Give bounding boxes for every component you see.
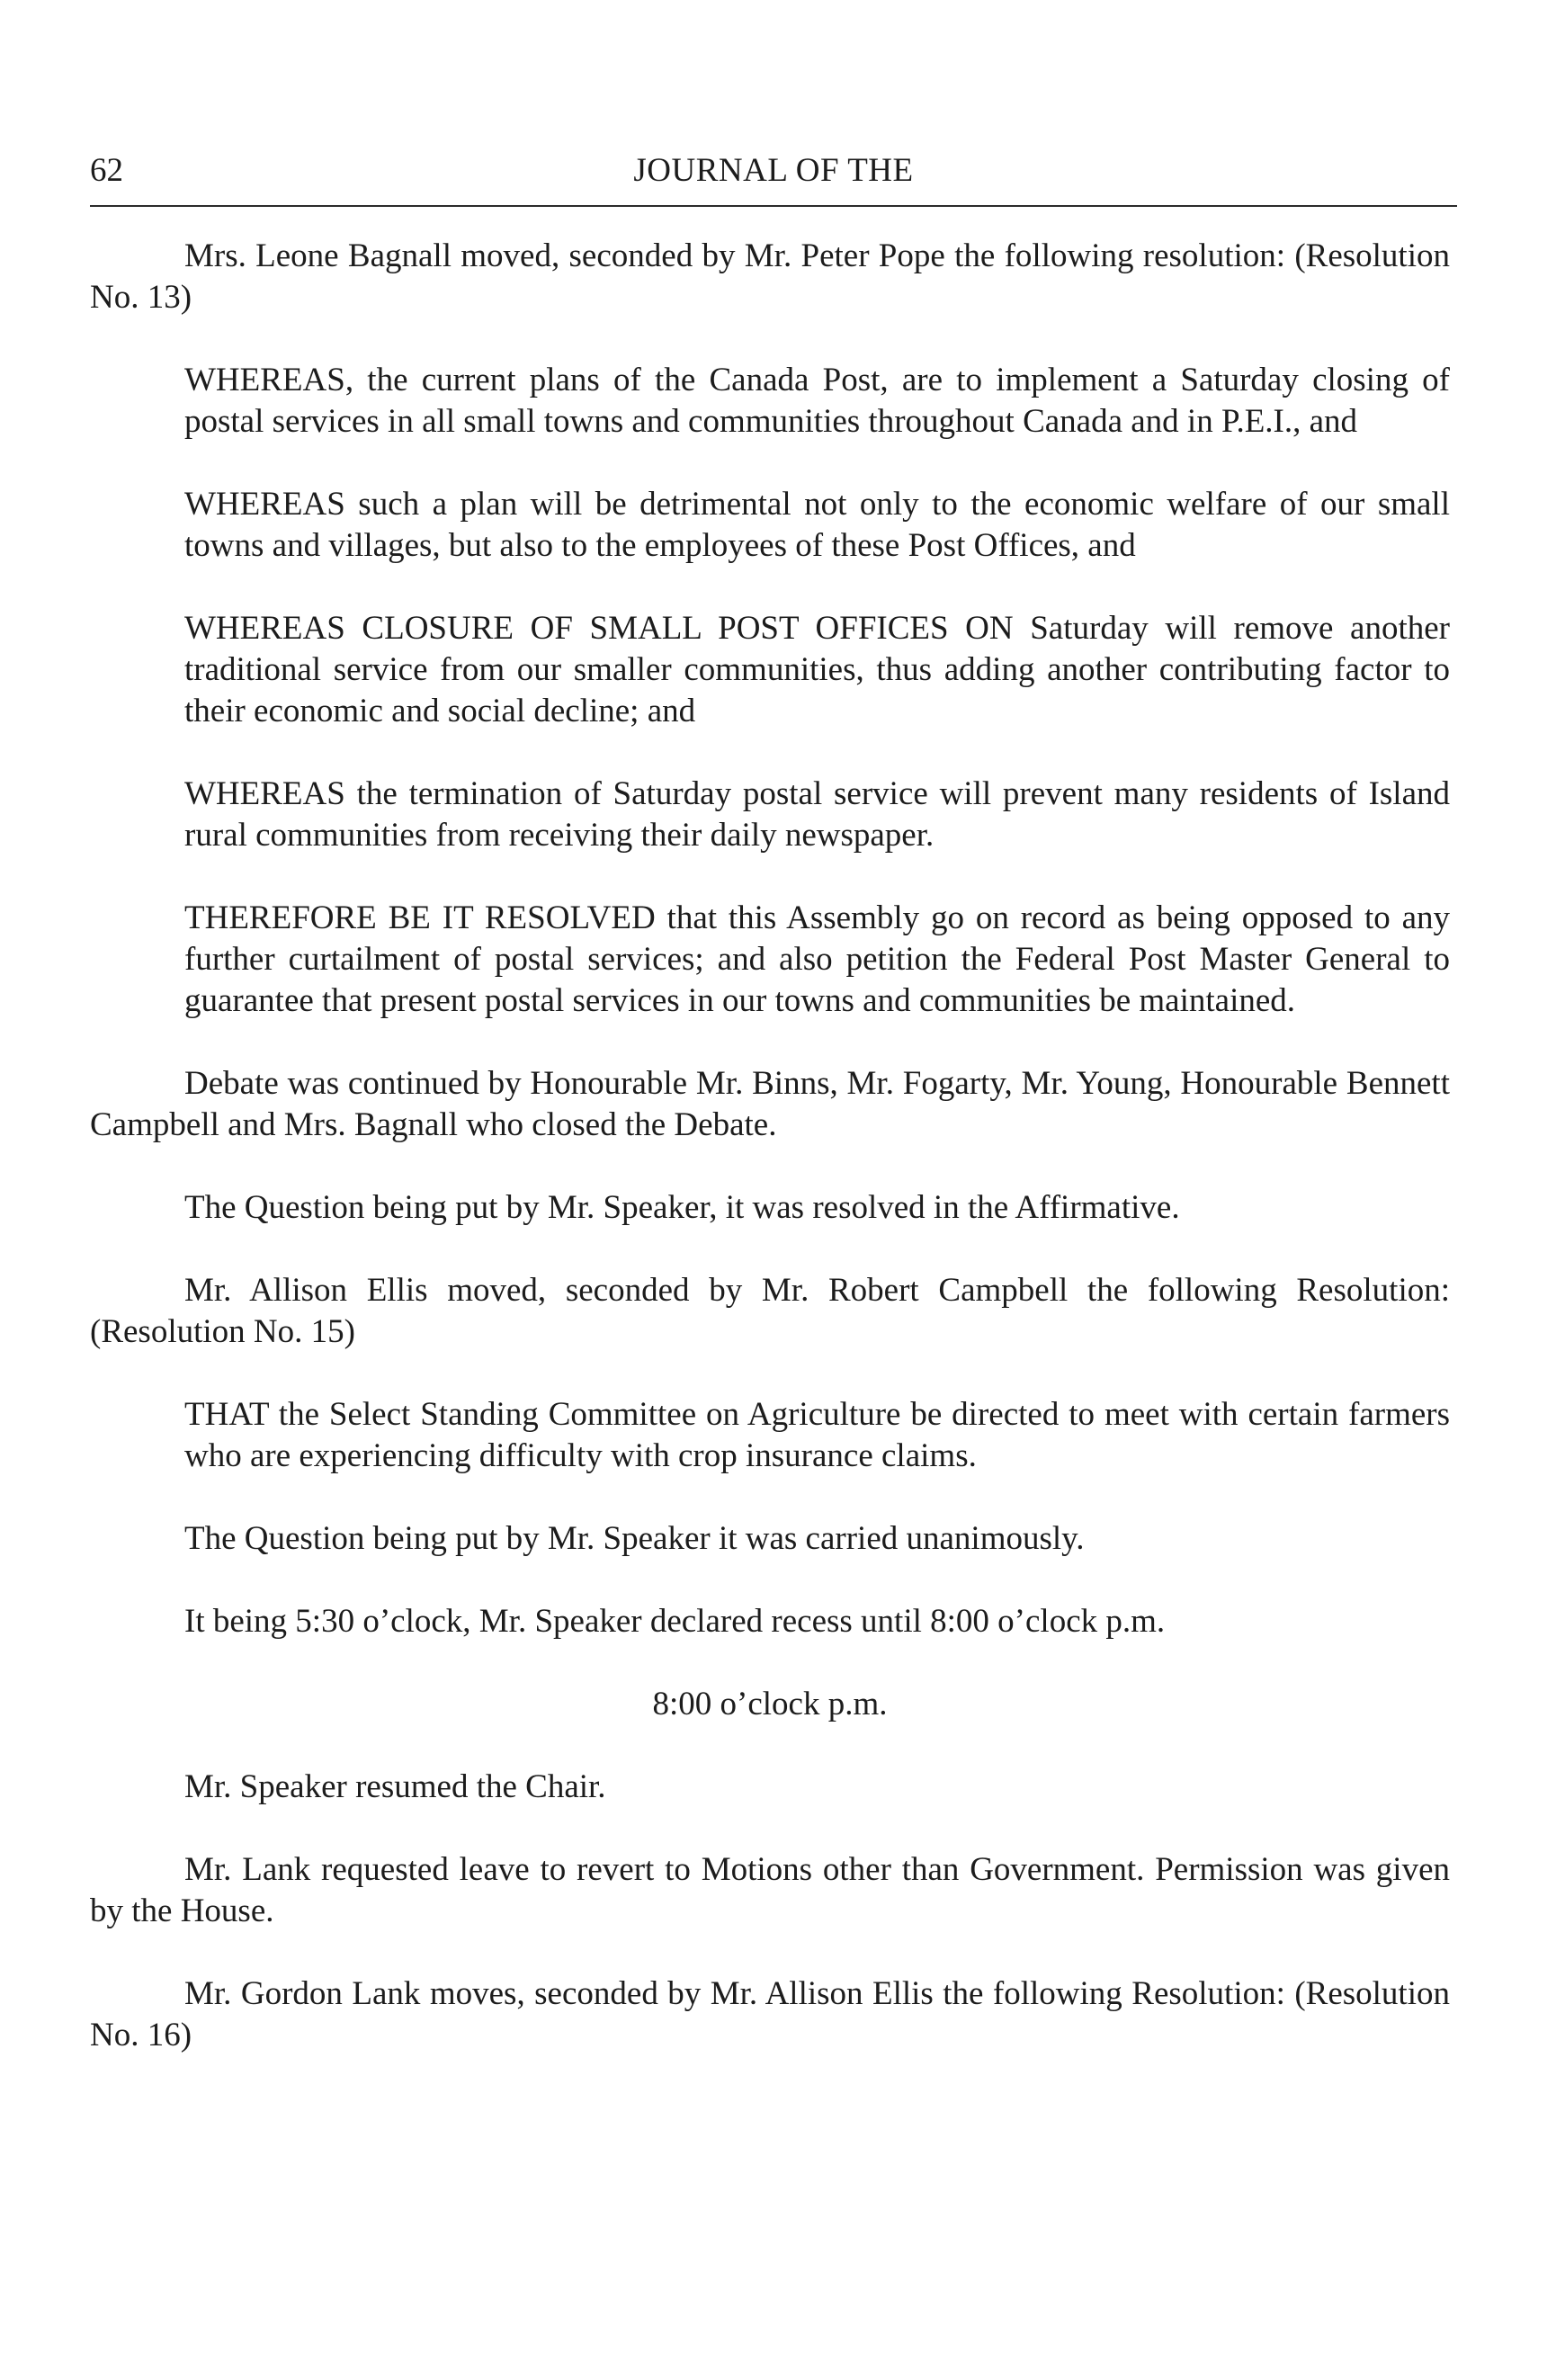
motion-paragraph: Mr. Allison Ellis moved, seconded by Mr. Robert Campbell the following Resolution: (Resolution No. 15) bbox=[90, 1272, 1450, 1350]
that-clause: THAT the Select Standing Committee on Agriculture be directed to meet with certain farmers who are experiencing difficulty with crop insurance claims. bbox=[184, 1396, 1450, 1474]
whereas-clause: WHEREAS, the current plans of the Canada Post, are to implement a Saturday closing of postal services in all small towns and communities throughout Canada and in P.E.I., and bbox=[184, 362, 1450, 440]
leave-paragraph: Mr. Lank requested leave to revert to Motions other than Government. Permission was given by the House. bbox=[90, 1851, 1450, 1929]
question-paragraph: The Question being put by Mr. Speaker it was carried unanimously. bbox=[184, 1520, 1085, 1557]
running-head: JOURNAL OF THE bbox=[633, 152, 914, 189]
motion-paragraph: Mr. Gordon Lank moves, seconded by Mr. Allison Ellis the following Resolution: (Resolution No. 16) bbox=[90, 1975, 1450, 2053]
recess-paragraph: It being 5:30 o’clock, Mr. Speaker declared recess until 8:00 o’clock p.m. bbox=[184, 1603, 1166, 1640]
resolved-clause: THEREFORE BE IT RESOLVED that this Assembly go on record as being opposed to any further curtailment of postal services; and also petition the Federal Post Master General to guarantee that present postal services in our towns and communities be maintained. bbox=[184, 899, 1450, 1019]
whereas-clause: WHEREAS the termination of Saturday postal service will prevent many residents of Island rural communities from receiving their daily newspaper. bbox=[184, 775, 1450, 854]
time-heading: 8:00 o’clock p.m. bbox=[652, 1686, 888, 1722]
chair-paragraph: Mr. Speaker resumed the Chair. bbox=[184, 1768, 606, 1805]
header-rule bbox=[90, 205, 1457, 207]
page-body bbox=[90, 236, 1450, 2098]
whereas-clause: WHEREAS CLOSURE OF SMALL POST OFFICES ON Saturday will remove another traditional service from our smaller communities, thus adding another contributing factor to their economic and social decline; and bbox=[184, 610, 1450, 729]
debate-paragraph: Debate was continued by Honourable Mr. Binns, Mr. Fogarty, Mr. Young, Honourable Bennett Campbell and Mrs. Bagnall who closed the Debate. bbox=[90, 1065, 1450, 1143]
whereas-clause: WHEREAS such a plan will be detrimental not only to the economic welfare of our small towns and villages, but also to the employees of these Post Offices, and bbox=[184, 486, 1450, 564]
page-header bbox=[90, 148, 1457, 193]
page-number: 62 bbox=[90, 152, 123, 189]
motion-paragraph: Mrs. Leone Bagnall moved, seconded by Mr. Peter Pope the following resolution: (Resolution No. 13) bbox=[90, 237, 1450, 316]
question-paragraph: The Question being put by Mr. Speaker, it was resolved in the Affirmative. bbox=[184, 1189, 1180, 1226]
